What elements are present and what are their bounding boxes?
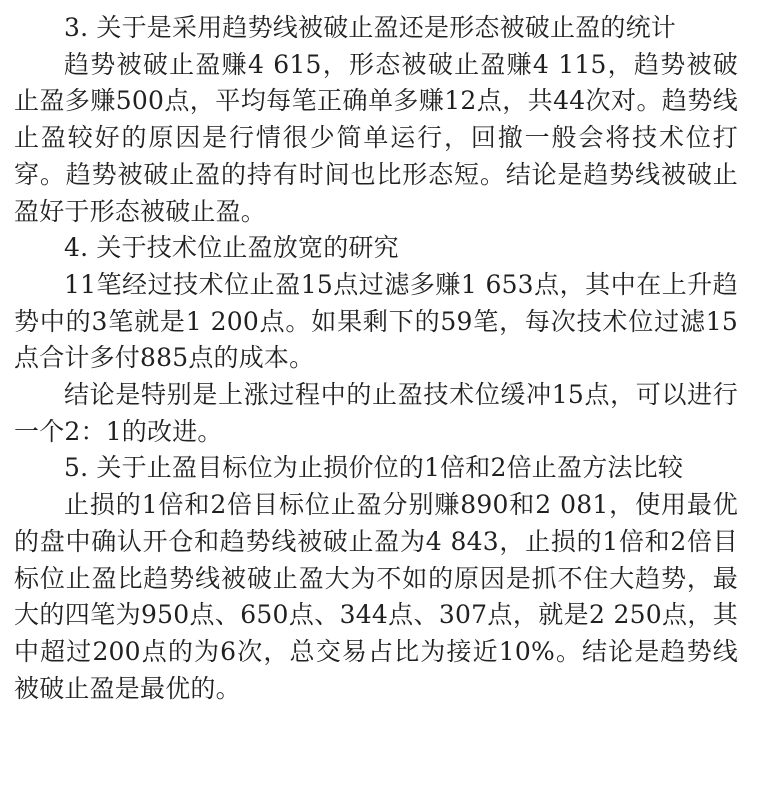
section-4-paragraph-1: 11笔经过技术位止盈15点过滤多赚1 653点，其中在上升趋势中的3笔就是1 200点。如果剩下的59笔，每次技术位过滤15点合计多付885点的成本。 [14,269,738,373]
section-5-paragraph-1: 止损的1倍和2倍目标位止盈分别赚890和2 081，使用最优的盘中确认开仓和趋势线被破止盈为4 843，止损的1倍和2倍目标位止盈比趋势线被破止盈大为不如的原因是抓不住大趋势，最大的四笔为950点、650点、344点、307点，就是2 250点，其中超过200点的为6次，总交易占比为接近10%。结论是趋势线被破止盈是最优的。 [14,490,738,703]
section-3-paragraph-1: 趋势被破止盈赚4 615，形态被破止盈赚4 115，趋势被破止盈多赚500点，平均每笔正确单多赚12点，共44次对。趋势线止盈较好的原因是行情很少简单运行，回撤一般会将技术位打穿。趋势被破止盈的持有时间也比形态短。结论是趋势线被破止盈好于形态被破止盈。 [14,49,738,226]
section-4-paragraph-2: 结论是特别是上涨过程中的止盈技术位缓冲15点，可以进行一个2：1的改进。 [14,380,738,446]
section-3-heading: 3. 关于是采用趋势线被破止盈还是形态被破止盈的统计 [64,13,677,42]
section-5-heading: 5. 关于止盈目标位为止损价位的1倍和2倍止盈方法比较 [64,453,684,483]
section-4-heading: 4. 关于技术位止盈放宽的研究 [64,233,399,263]
